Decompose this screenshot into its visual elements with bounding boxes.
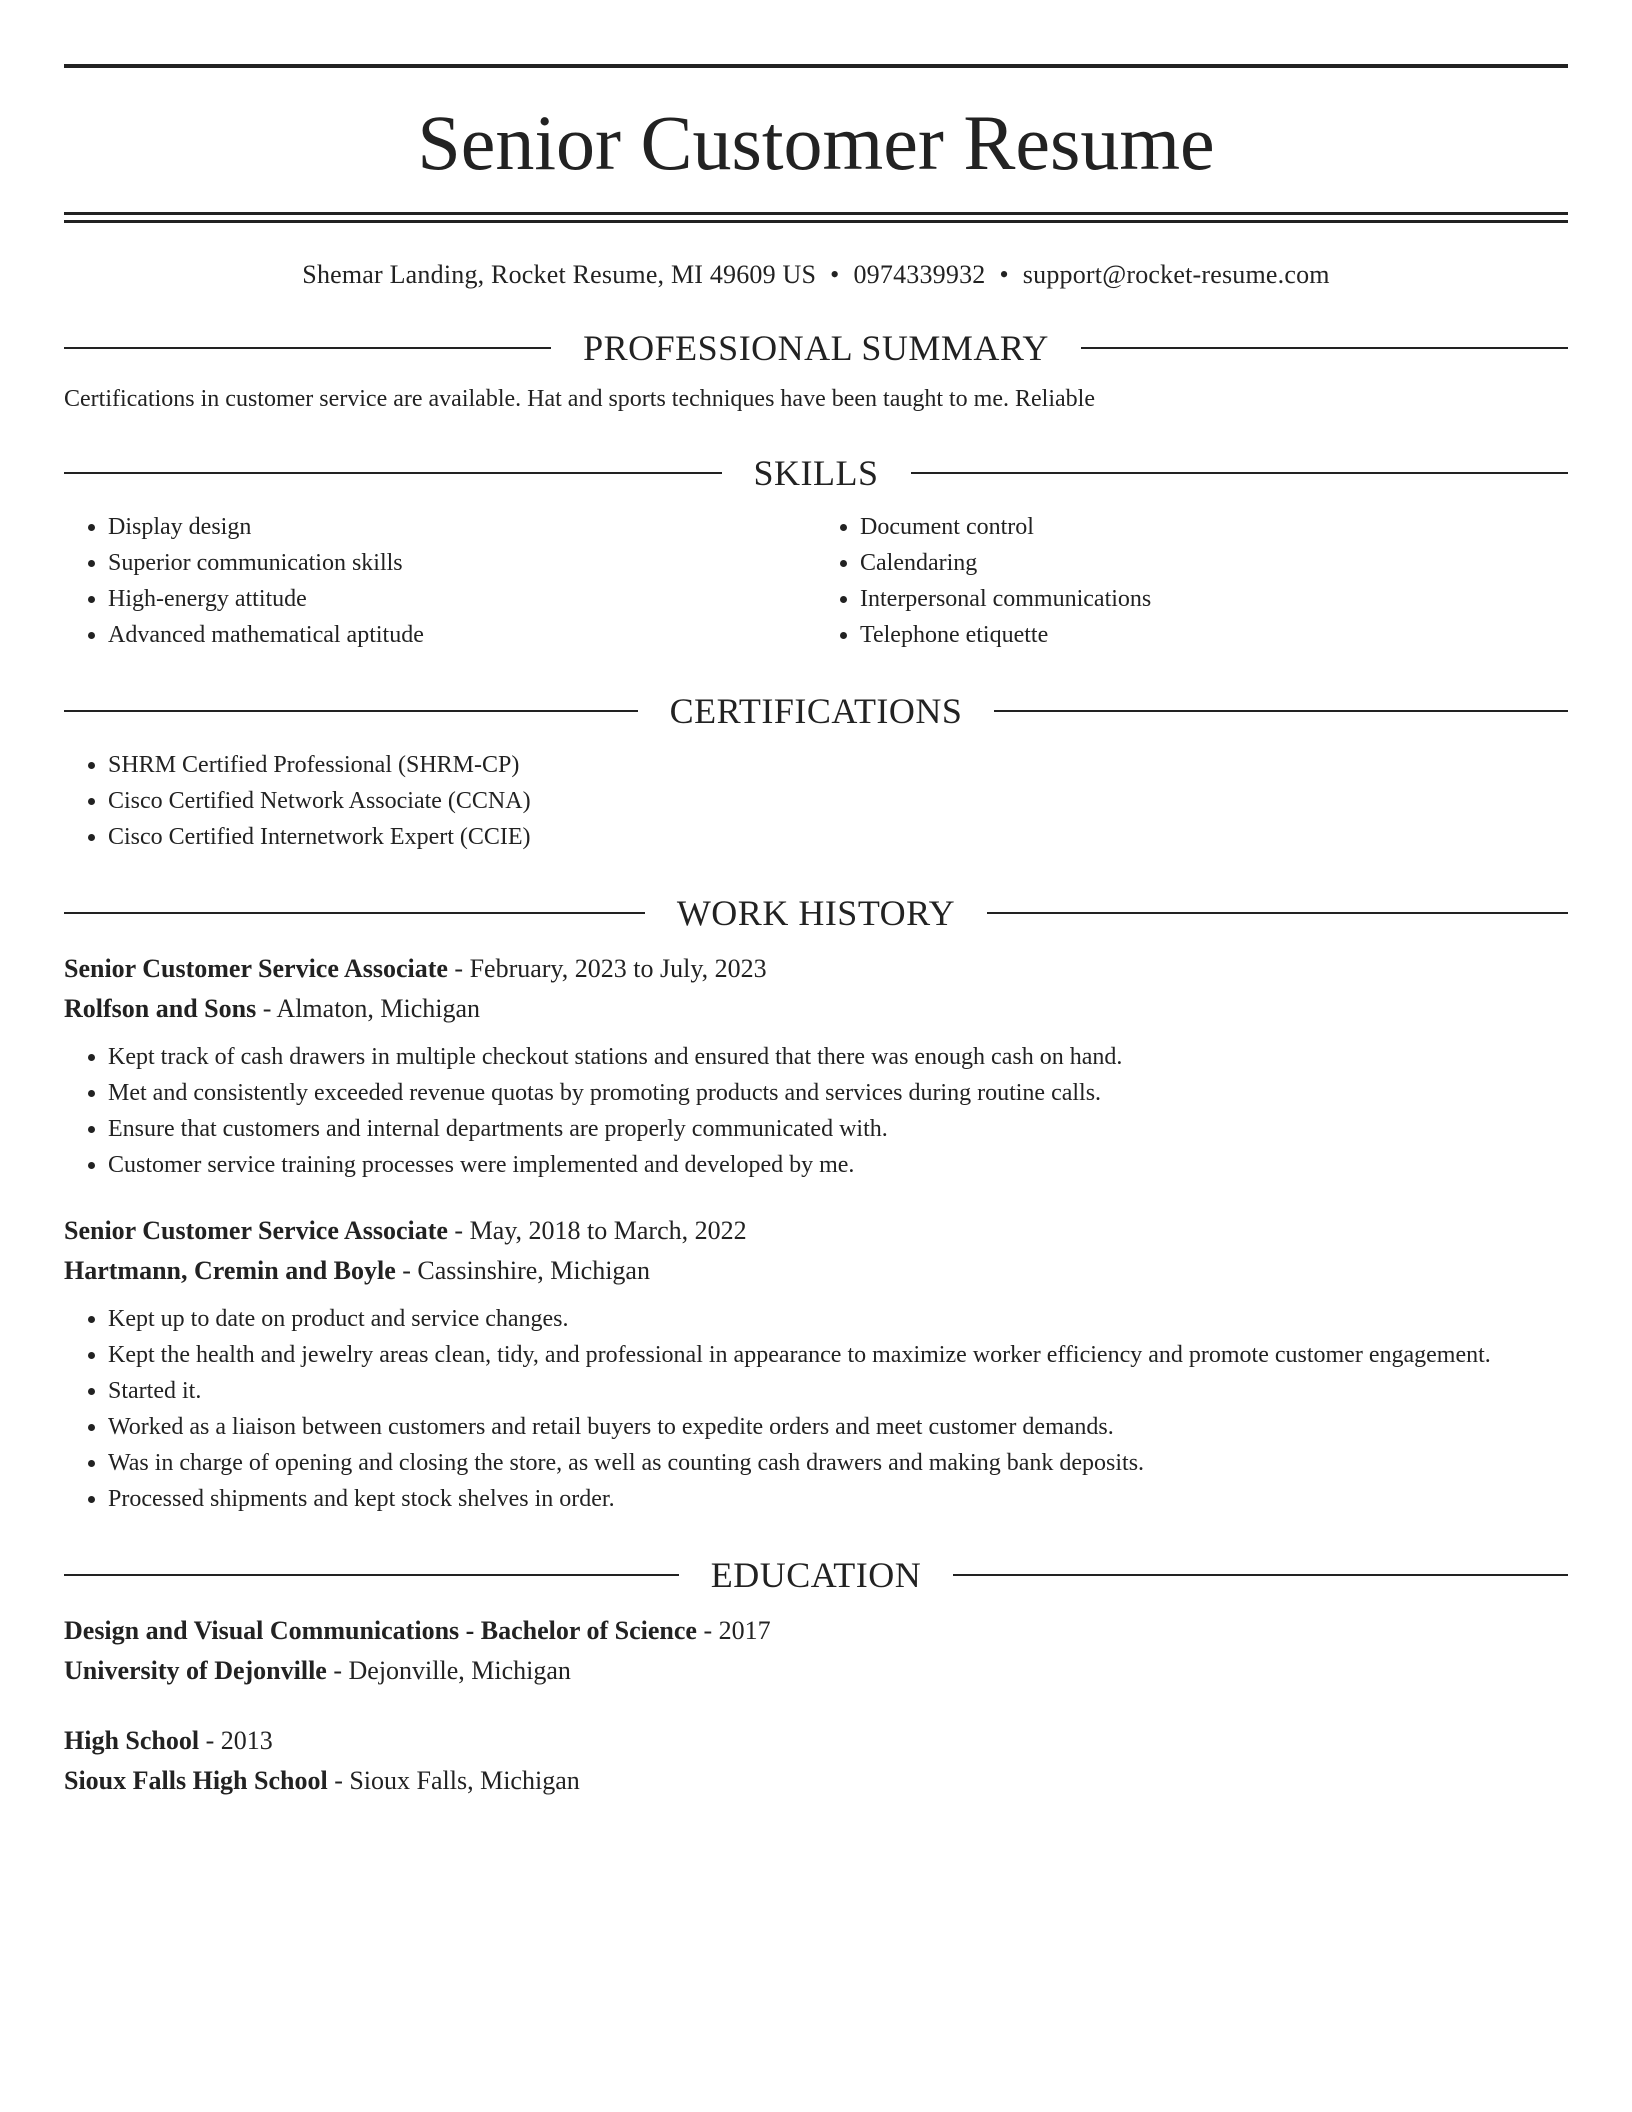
contact-separator: • [830, 260, 840, 289]
job-bullet: • Ensure that customers and internal departments are properly communicated with. [108, 1111, 1568, 1147]
job-bullet: • Customer service training processes were implemented and developed by me. [108, 1147, 1568, 1183]
divider [64, 1574, 679, 1576]
skill-item: • High-energy attitude [108, 581, 816, 617]
job-company: Hartmann, Cremin and Boyle [64, 1256, 396, 1286]
contact-phone: 0974339932 [853, 260, 986, 289]
education-year: - 2017 [703, 1616, 771, 1646]
divider [64, 472, 722, 474]
education-heading: EDUCATION [710, 1555, 922, 1596]
job-bullet: • Kept the health and jewelry areas clean, tidy, and professional in appearance to maximize worker efficiency and promote customer engagement. [108, 1337, 1568, 1373]
job-company: Rolfson and Sons [64, 994, 257, 1024]
certification-item: • SHRM Certified Professional (SHRM-CP) [108, 747, 1568, 783]
job-bullet: • Started it. [108, 1373, 1568, 1409]
summary-text: Certifications in customer service are available. Hat and sports techniques have been taught to me. Reliable [64, 386, 1095, 413]
job-company-line [64, 1251, 1568, 1291]
certification-item: • Cisco Certified Network Associate (CCNA) [108, 783, 1568, 819]
contact-email: support@rocket-resume.com [1022, 260, 1330, 289]
skills-list [64, 509, 1568, 653]
skills-section-heading [64, 453, 1568, 494]
education-school-line [64, 1651, 1568, 1691]
certifications-section-heading [64, 691, 1568, 732]
education-degree: Design and Visual Communications - Bachelor of Science [64, 1616, 697, 1646]
job-title-line [64, 949, 1568, 989]
certifications-list [64, 747, 1568, 855]
job-title: Senior Customer Service Associate [64, 954, 448, 984]
education-degree-line [64, 1611, 1568, 1651]
skill-item: • Calendaring [860, 545, 1568, 581]
contact-address: Shemar Landing, Rocket Resume, MI 49609 US [302, 260, 817, 289]
job-bullet: • Was in charge of opening and closing the store, as well as counting cash drawers and making bank deposits. [108, 1445, 1568, 1481]
education-school: Sioux Falls High School [64, 1766, 328, 1796]
skills-heading: SKILLS [753, 453, 879, 494]
skill-item: • Document control [860, 509, 1568, 545]
job-bullet: • Worked as a liaison between customers and retail buyers to expedite orders and meet customer demands. [108, 1409, 1568, 1445]
skill-item: • Display design [108, 509, 816, 545]
education-year: - 2013 [205, 1726, 273, 1756]
divider [911, 472, 1569, 474]
skills-column-left [64, 509, 816, 653]
divider [64, 347, 551, 349]
certification-item: • Cisco Certified Internetwork Expert (CCIE) [108, 819, 1568, 855]
divider [953, 1574, 1568, 1576]
skill-item: • Interpersonal communications [860, 581, 1568, 617]
job-dates: - May, 2018 to March, 2022 [454, 1216, 747, 1246]
skill-item: • Superior communication skills [108, 545, 816, 581]
contact-line [64, 259, 1568, 290]
job-location: - Almaton, Michigan [262, 994, 481, 1024]
education-section-heading [64, 1555, 1568, 1596]
job-dates: - February, 2023 to July, 2023 [454, 954, 767, 984]
summary-heading: PROFESSIONAL SUMMARY [583, 328, 1049, 369]
job-bullets [64, 1301, 1568, 1517]
job-bullet: • Kept track of cash drawers in multiple checkout stations and ensured that there was enough cash on hand. [108, 1039, 1568, 1075]
job-bullet: • Processed shipments and kept stock shelves in order. [108, 1481, 1568, 1517]
divider [64, 710, 638, 712]
resume-page [64, 64, 1568, 1831]
job-title: Senior Customer Service Associate [64, 1216, 448, 1246]
job-entry [64, 949, 1568, 1183]
summary-section-heading [64, 328, 1568, 369]
work-heading: WORK HISTORY [676, 893, 956, 934]
contact-separator: • [999, 260, 1009, 289]
job-location: - Cassinshire, Michigan [402, 1256, 650, 1286]
divider [987, 912, 1568, 914]
skills-column-right [816, 509, 1568, 653]
job-entry [64, 1211, 1568, 1517]
education-degree: High School [64, 1726, 200, 1756]
job-bullet: • Met and consistently exceeded revenue quotas by promoting products and services during routine calls. [108, 1075, 1568, 1111]
education-location: - Sioux Falls, Michigan [334, 1766, 580, 1796]
education-location: - Dejonville, Michigan [333, 1656, 571, 1686]
work-section-heading [64, 893, 1568, 934]
title-double-rule [64, 212, 1568, 223]
education-entry [64, 1721, 1568, 1801]
job-company-line [64, 989, 1568, 1029]
education-degree-line [64, 1721, 1568, 1761]
education-entry [64, 1611, 1568, 1691]
skill-item: • Telephone etiquette [860, 617, 1568, 653]
education-school-line [64, 1761, 1568, 1801]
top-rule [64, 64, 1568, 68]
resume-title: Senior Customer Resume [417, 99, 1215, 186]
skill-item: • Advanced mathematical aptitude [108, 617, 816, 653]
divider [994, 710, 1568, 712]
job-bullet: • Kept up to date on product and service changes. [108, 1301, 1568, 1337]
certifications-heading: CERTIFICATIONS [669, 691, 963, 732]
job-bullets [64, 1039, 1568, 1183]
job-title-line [64, 1211, 1568, 1251]
divider [64, 912, 645, 914]
divider [1081, 347, 1568, 349]
education-school: University of Dejonville [64, 1656, 327, 1686]
